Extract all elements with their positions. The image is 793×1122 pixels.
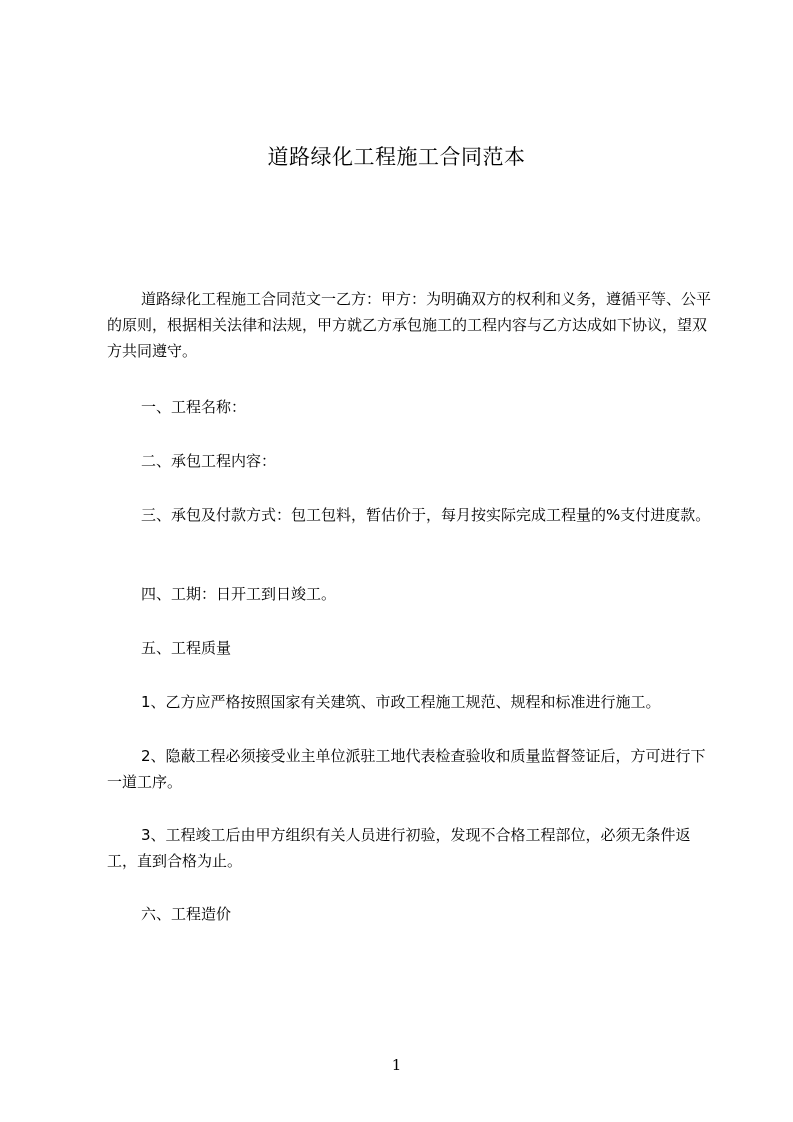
page-number: 1 xyxy=(391,1056,402,1074)
quality-clause-2: 2、隐蔽工程必须接受业主单位派驻工地代表检查验收和质量监督签证后，方可进行下一道工序。 xyxy=(107,747,706,791)
section-project-name: 一、工程名称： xyxy=(141,398,247,416)
section-project-cost: 六、工程造价 xyxy=(141,905,232,923)
section-schedule: 四、工期：日开工到日竣工。 xyxy=(141,585,337,603)
intro-paragraph: 道路绿化工程施工合同范文一乙方：甲方：为明确双方的权利和义务，遵循平等、公平的原则，根据相关法律和法规，甲方就乙方承包施工的工程内容与乙方达成如下协议，望双方共同遵守。 xyxy=(107,290,712,360)
document-title: 道路绿化工程施工合同范本 xyxy=(267,145,526,169)
quality-clause-3: 3、工程竣工后由甲方组织有关人员进行初验，发现不合格工程部位，必须无条件返工，直到合格为止。 xyxy=(107,826,691,870)
section-payment-method: 三、承包及付款方式：包工包料，暂估价于，每月按实际完成工程量的%支付进度款。 xyxy=(141,506,711,524)
section-contract-content: 二、承包工程内容： xyxy=(141,452,277,470)
section-quality: 五、工程质量 xyxy=(141,639,232,657)
quality-clause-1: 1、乙方应严格按照国家有关建筑、市政工程施工规范、规程和标准进行施工。 xyxy=(141,693,661,711)
